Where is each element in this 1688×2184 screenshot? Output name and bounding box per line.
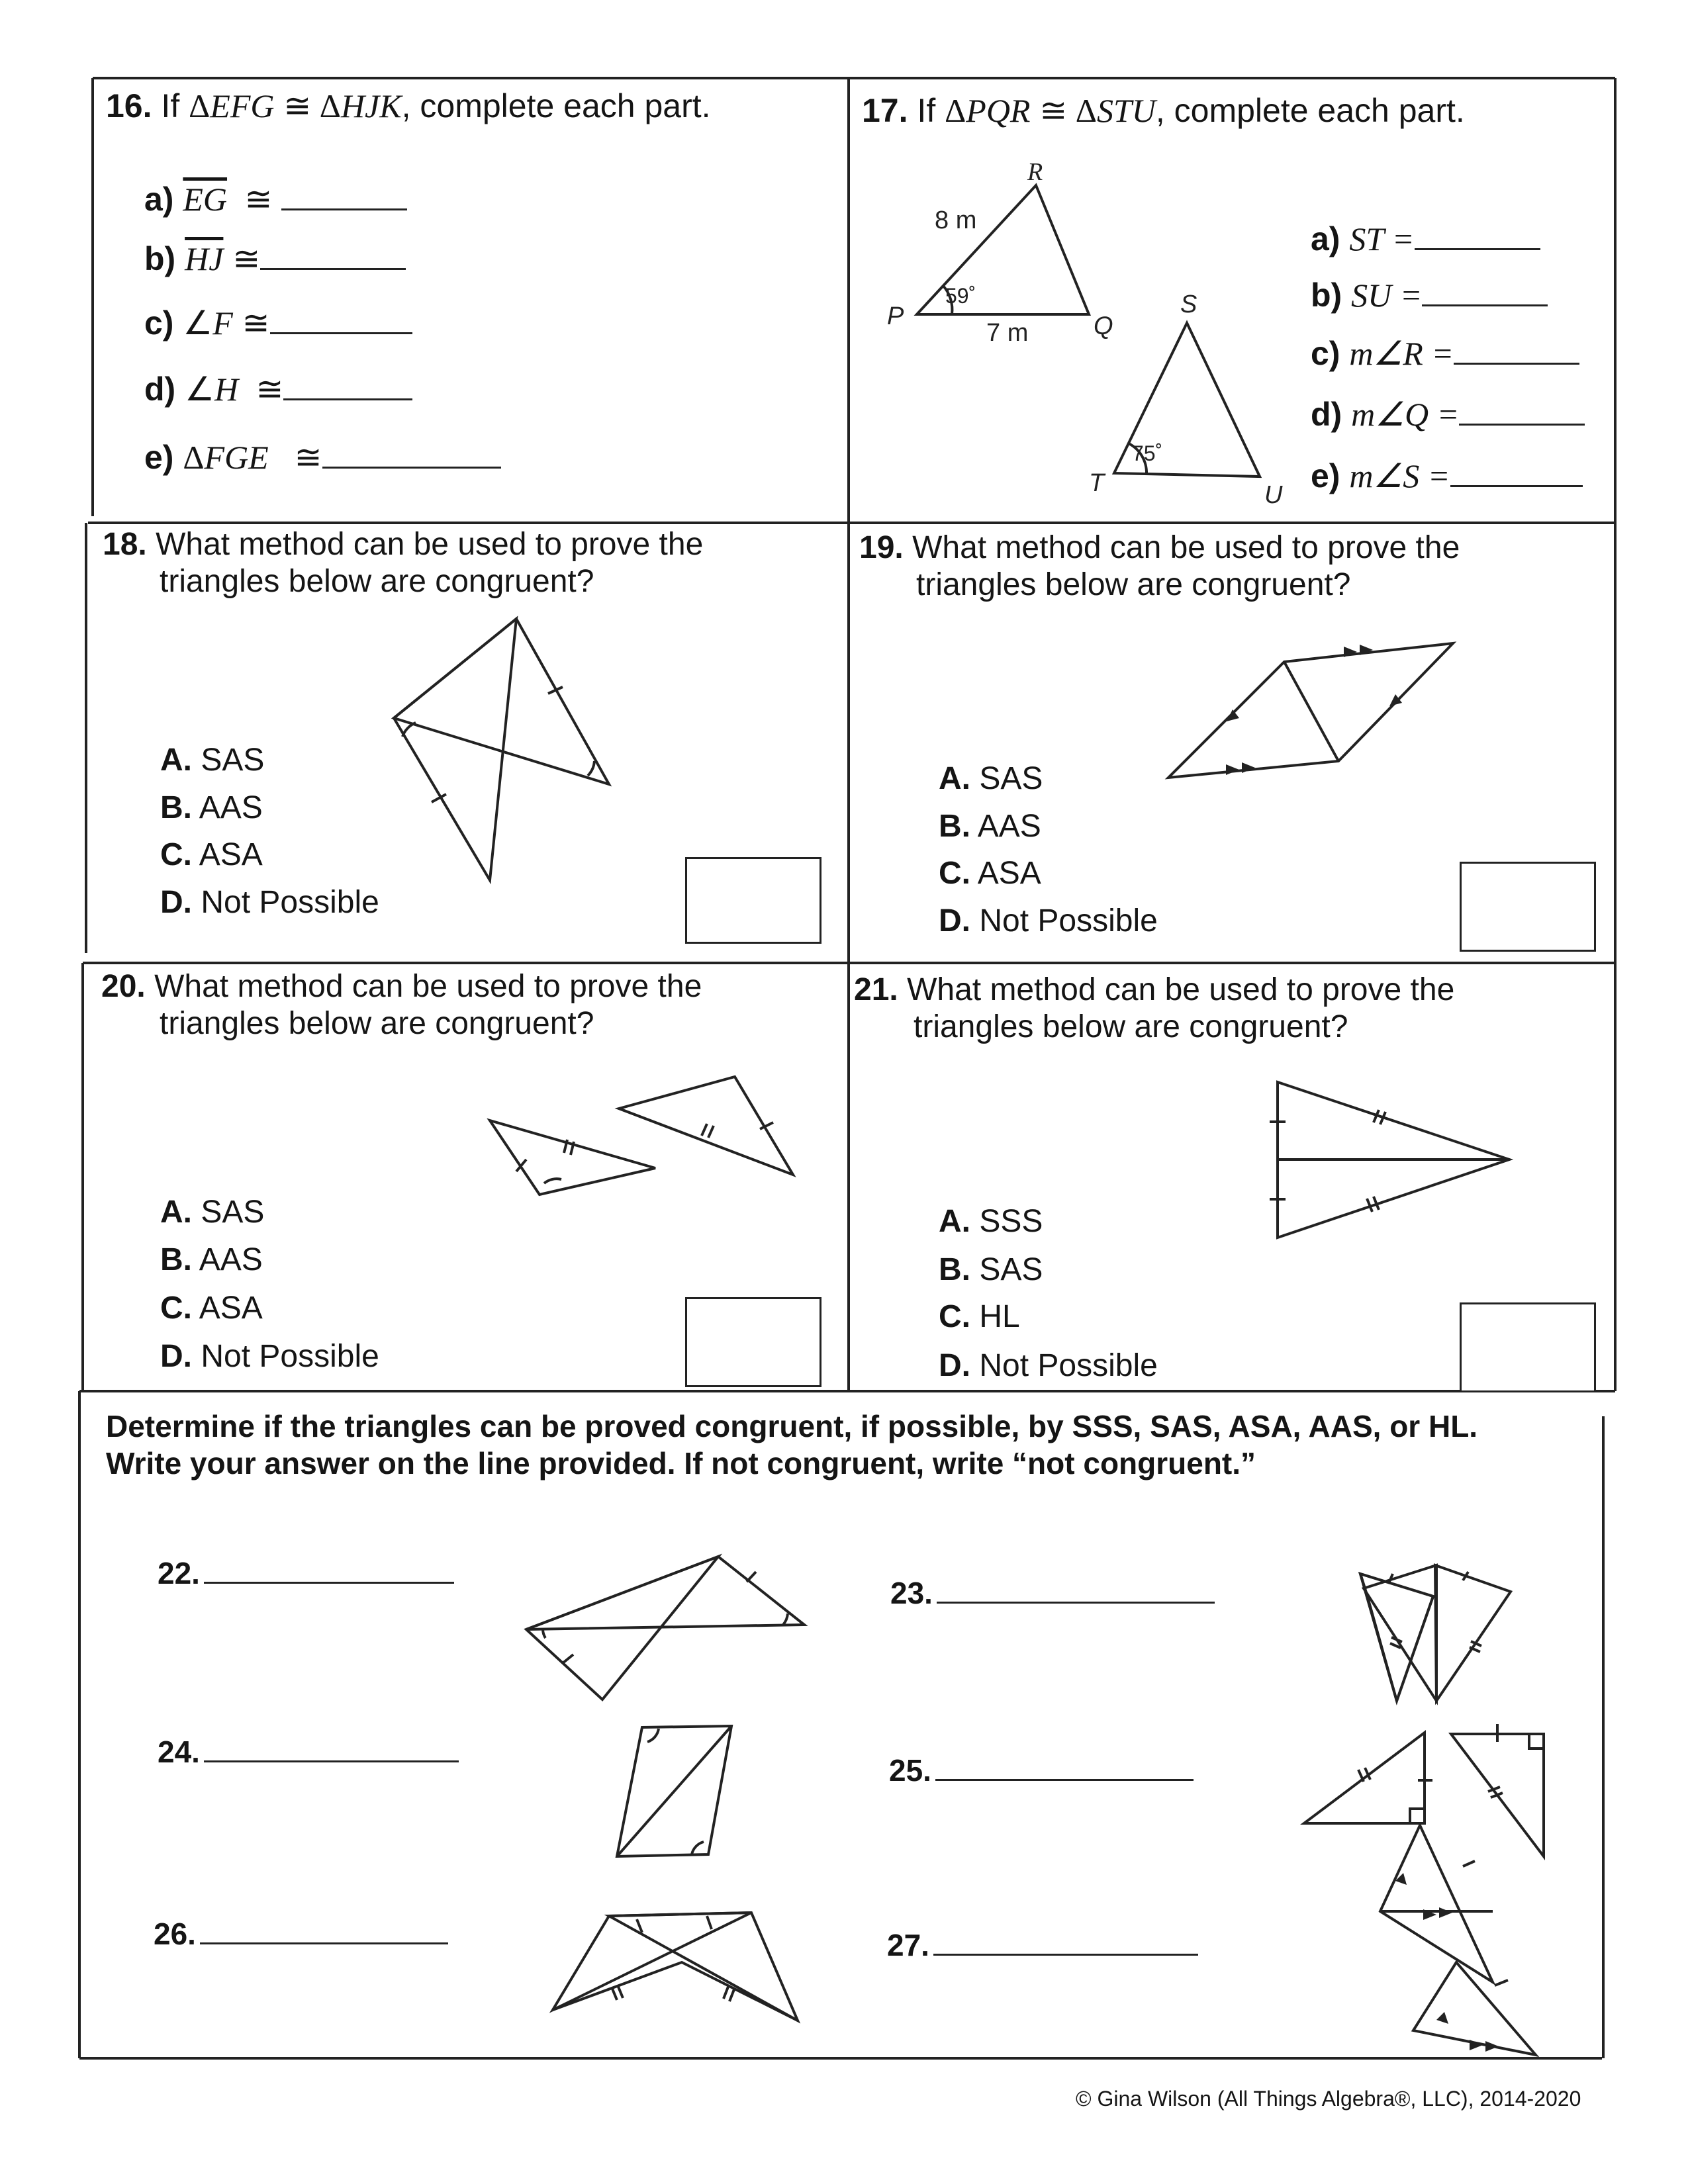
q16-part-b: b) $\overline{HJ}$ ≅: [144, 242, 406, 275]
q21-figure: [1264, 1075, 1516, 1244]
item-25: 25.: [889, 1752, 1194, 1786]
q17-header: 17. If ΔPQR ≅ ΔSTU, complete each part.: [862, 92, 1465, 129]
item-26-figure: [553, 1913, 798, 2021]
items-figures: [516, 1549, 1549, 2065]
q16-part-c-expr: F: [212, 304, 233, 341]
q16-part-a: a) $\overline{EG}$ ≅: [144, 182, 407, 216]
q19-choice-c[interactable]: C. ASA: [939, 856, 1041, 891]
label-s: S: [1180, 291, 1197, 318]
q16-number: 16.: [106, 87, 152, 124]
q19-choice-d[interactable]: D. Not Possible: [939, 903, 1158, 938]
q21-question: 21. What method can be used to prove the triangles below are congruent?: [854, 972, 1455, 1044]
q17-part-d-expr: m∠Q =: [1351, 396, 1460, 433]
instructions-line2: Write your answer on the line provided. If not congruent, write “not congruent.”: [106, 1446, 1256, 1480]
q21-answer-box[interactable]: [1460, 1302, 1596, 1392]
item-22-figure: [526, 1557, 804, 1700]
q16-part-c: c) ∠F ≅: [144, 306, 412, 340]
item-27: 27.: [887, 1927, 1198, 1960]
side-pr-length: 8 m: [935, 206, 977, 234]
q16-given-left: EFG: [210, 87, 275, 124]
q19-figure: [1162, 635, 1460, 781]
q17-part-a-expr: ST =: [1349, 220, 1415, 257]
q17-given-left: PQR: [966, 92, 1031, 129]
q16-header: 16. If ΔEFG ≅ ΔHJK, complete each part.: [106, 87, 711, 124]
q21-choice-a[interactable]: A. SSS: [939, 1204, 1043, 1239]
q18-figure: [391, 609, 622, 887]
q17-tail: , complete each part.: [1155, 92, 1465, 129]
q18-choice-a[interactable]: A. SAS: [160, 743, 265, 778]
q17-number: 17.: [862, 92, 908, 129]
q17-answer-c[interactable]: [1454, 336, 1579, 365]
q18-choice-c[interactable]: C. ASA: [160, 837, 263, 872]
q17-part-c-expr: m∠R =: [1349, 335, 1454, 372]
q16-part-e-expr: FGE: [204, 439, 269, 476]
q17-part-e-expr: m∠S =: [1349, 457, 1450, 494]
q20-question: 20. What method can be used to prove the triangles below are congruent?: [101, 969, 702, 1041]
q20-choice-c[interactable]: C. ASA: [160, 1291, 263, 1326]
angle-t-measure: 75˚: [1132, 441, 1163, 465]
side-pq-length: 7 m: [986, 319, 1029, 347]
q16-part-d: d) ∠H ≅: [144, 372, 412, 406]
q17-answer-e[interactable]: [1450, 459, 1583, 487]
label-q: Q: [1094, 312, 1113, 340]
q17-part-b: b) SU =: [1311, 278, 1548, 312]
q16-part-a-expr: $\overline{EG}$: [183, 181, 228, 218]
q16-part-e: e) ΔFGE ≅: [144, 440, 501, 474]
q18-choice-d[interactable]: D. Not Possible: [160, 885, 379, 920]
q16-if: If: [161, 87, 180, 124]
q18-number: 18.: [103, 527, 147, 562]
q17-part-e: e) m∠S =: [1311, 459, 1583, 492]
item-22-answer-line[interactable]: [204, 1555, 454, 1584]
q16-part-d-expr: H: [214, 371, 239, 408]
q20-choice-d[interactable]: D. Not Possible: [160, 1339, 379, 1374]
label-u: U: [1264, 481, 1283, 509]
item-24-figure: [617, 1726, 731, 1856]
q19-question: 19. What method can be used to prove the triangles below are congruent?: [859, 530, 1460, 602]
q17-answer-d[interactable]: [1459, 397, 1585, 426]
copyright: © Gina Wilson (All Things Algebra®, LLC), 2014-2020: [1076, 2087, 1581, 2111]
q17-part-b-expr: SU =: [1351, 277, 1423, 314]
instructions: [106, 1408, 1477, 1482]
q18-answer-box[interactable]: [685, 857, 821, 944]
label-p: P: [887, 302, 904, 330]
item-24-answer-line[interactable]: [204, 1734, 459, 1762]
angle-p-measure: 59˚: [945, 284, 976, 308]
q19-answer-box[interactable]: [1460, 862, 1596, 952]
q17-answer-b[interactable]: [1422, 278, 1548, 306]
q21-number: 21.: [854, 972, 898, 1007]
q17-figure: [0, 0, 1688, 529]
label-t: T: [1089, 469, 1105, 497]
q16-part-b-expr: $\overline{HJ}$: [185, 240, 224, 277]
q17-answer-a[interactable]: [1415, 222, 1540, 250]
item-22: 22.: [158, 1555, 454, 1588]
item-24: 24.: [158, 1734, 459, 1767]
item-23-figure: [1360, 1565, 1511, 1701]
instructions-line1: Determine if the triangles can be proved congruent, if possible, by SSS, SAS, ASA, AAS, or HL.: [106, 1409, 1478, 1443]
item-27-figure: [1380, 1825, 1536, 2055]
q20-number: 20.: [101, 969, 146, 1004]
q17-if: If: [917, 92, 936, 129]
q19-choice-b[interactable]: B. AAS: [939, 809, 1041, 844]
triangle-pqr: [917, 185, 1089, 314]
q16-tail: , complete each part.: [401, 87, 711, 124]
label-r: R: [1027, 158, 1043, 186]
q20-answer-box[interactable]: [685, 1297, 821, 1387]
q21-choice-b[interactable]: B. SAS: [939, 1252, 1043, 1287]
q16-given-right: HJK: [340, 87, 402, 124]
item-23: 23.: [890, 1575, 1215, 1608]
item-26: 26.: [154, 1916, 448, 1949]
q19-number: 19.: [859, 530, 904, 565]
q17-part-c: c) m∠R =: [1311, 336, 1579, 370]
q18-question: 18. What method can be used to prove the triangles below are congruent?: [103, 527, 704, 599]
q20-choice-a[interactable]: A. SAS: [160, 1195, 265, 1230]
item-26-answer-line[interactable]: [200, 1916, 448, 1944]
q18-choice-b[interactable]: B. AAS: [160, 790, 263, 825]
q20-choice-b[interactable]: B. AAS: [160, 1242, 263, 1277]
q19-choice-a[interactable]: A. SAS: [939, 761, 1043, 796]
q21-choice-d[interactable]: D. Not Possible: [939, 1348, 1158, 1383]
q17-part-a: a) ST =: [1311, 222, 1540, 255]
q17-given-right: STU: [1096, 92, 1156, 129]
q17-part-d: d) m∠Q =: [1311, 397, 1585, 431]
q20-figure: [483, 1072, 801, 1205]
q21-choice-c[interactable]: C. HL: [939, 1299, 1020, 1334]
